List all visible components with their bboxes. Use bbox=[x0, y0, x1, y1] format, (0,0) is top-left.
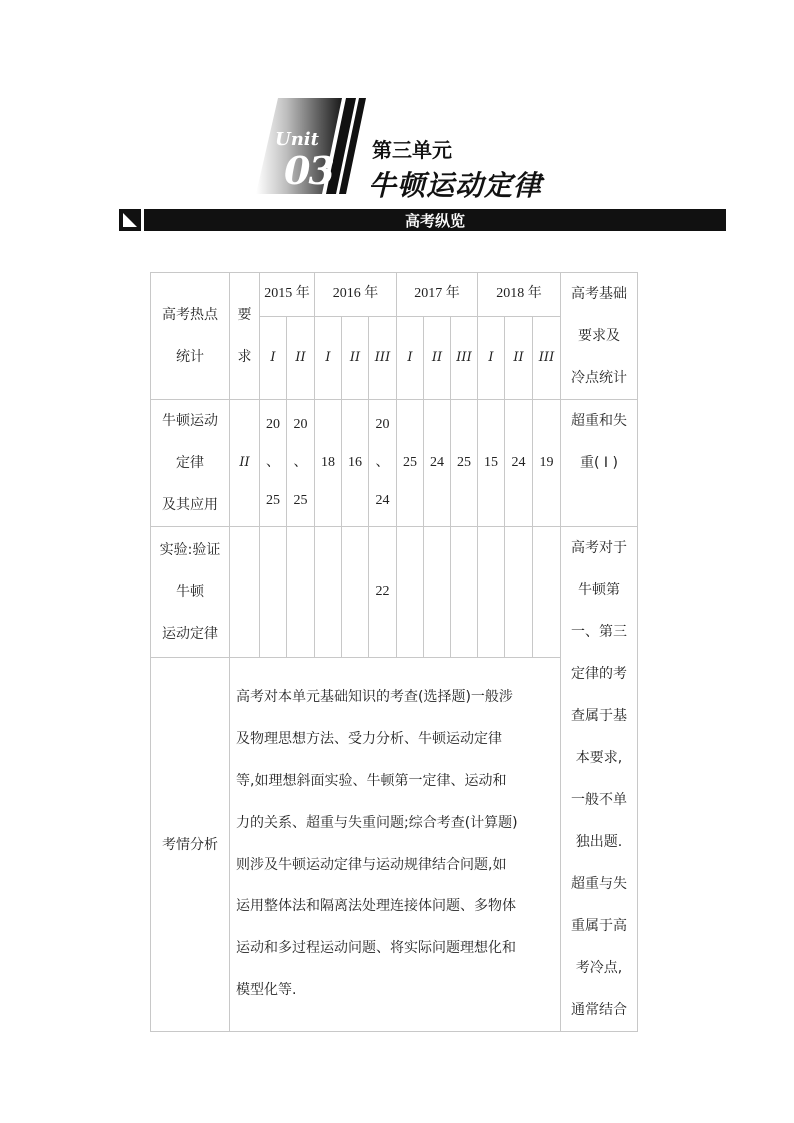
analysis-line: 及物理思想方法、受力分析、牛顿运动定律 bbox=[236, 731, 502, 748]
analysis-line: 则涉及牛顿运动定律与运动规律结合问题,如 bbox=[236, 856, 507, 873]
year-2017: 2017 年 bbox=[397, 273, 478, 317]
row2-cell-2016-3: 22 bbox=[369, 527, 397, 658]
analysis-line: 运动和多过程运动问题、将实际问题理想化和 bbox=[236, 940, 516, 957]
paper-2017-1: I bbox=[397, 316, 424, 399]
row2-cell-2018-2 bbox=[505, 527, 533, 658]
right-note-line: 本要求, bbox=[575, 750, 623, 766]
analysis-line: 运用整体法和隔离法处理连接体问题、多物体 bbox=[236, 898, 516, 915]
header-requirement-line1: 要 bbox=[237, 307, 252, 323]
cell-value: 20 bbox=[293, 417, 308, 432]
year-2016: 2016 年 bbox=[315, 273, 397, 317]
header-hotspot bbox=[151, 273, 230, 400]
header-right-line3: 冷点统计 bbox=[571, 370, 627, 386]
analysis-line: 高考对本单元基础知识的考查(选择题)一般涉 bbox=[236, 689, 513, 706]
header-requirement bbox=[230, 273, 260, 400]
right-note-line: 超重与失 bbox=[571, 876, 627, 892]
row1-topic-line2: 定律 bbox=[176, 455, 204, 471]
row1-topic bbox=[151, 400, 230, 527]
right-note-line: 考冷点, bbox=[575, 960, 623, 976]
paper-2015-2: II bbox=[287, 316, 315, 399]
row1-cell-2015-2 bbox=[287, 400, 315, 527]
row2-cell-2018-3 bbox=[533, 527, 561, 658]
row2-topic bbox=[151, 527, 230, 658]
row2-cell-2017-3 bbox=[451, 527, 478, 658]
right-note-top-line2: 重( I ) bbox=[580, 455, 618, 471]
paper-2018-2: II bbox=[505, 316, 533, 399]
right-note-top bbox=[561, 400, 638, 527]
right-note-line: 一、第三 bbox=[571, 624, 627, 640]
right-note-bottom bbox=[561, 527, 638, 1032]
row1-topic-line1: 牛顿运动 bbox=[162, 413, 218, 429]
analysis-line: 等,如理想斜面实验、牛顿第一定律、运动和 bbox=[236, 772, 507, 789]
unit-badge bbox=[256, 98, 366, 194]
cell-separator: 、 bbox=[293, 455, 308, 470]
row1-cell-2016-2: 16 bbox=[342, 400, 369, 527]
header-right bbox=[561, 273, 638, 400]
right-note-line: 重属于高 bbox=[571, 918, 627, 934]
cell-value: 20 bbox=[375, 417, 390, 432]
header-requirement-line2: 求 bbox=[237, 349, 252, 365]
right-note-line: 牛顿第 bbox=[578, 582, 620, 598]
paper-2015-1: I bbox=[260, 316, 287, 399]
cell-value: 24 bbox=[375, 493, 390, 508]
row2-cell-2017-1 bbox=[397, 527, 424, 658]
right-note-line: 独出题. bbox=[575, 834, 623, 850]
paper-2016-1: I bbox=[315, 316, 342, 399]
cell-separator: 、 bbox=[266, 455, 280, 470]
right-note-line: 通常结合 bbox=[571, 1002, 627, 1018]
year-2018: 2018 年 bbox=[478, 273, 561, 317]
exam-stats-table bbox=[150, 272, 638, 1032]
paper-2016-3: III bbox=[369, 316, 397, 399]
row1-cell-2018-2: 24 bbox=[505, 400, 533, 527]
unit-subtitle: 牛顿运动定律 bbox=[368, 169, 543, 202]
header-hotspot-line2: 统计 bbox=[176, 349, 204, 365]
header-right-line2: 要求及 bbox=[578, 328, 620, 344]
analysis-text bbox=[230, 658, 561, 1032]
row1-cell-2017-3: 25 bbox=[451, 400, 478, 527]
section-label: 高考纵览 bbox=[404, 212, 465, 230]
row2-topic-line3: 运动定律 bbox=[162, 626, 218, 643]
row1-topic-line3: 及其应用 bbox=[162, 497, 218, 513]
row1-cell-2017-1: 25 bbox=[397, 400, 424, 527]
row2-cell-2016-1 bbox=[315, 527, 342, 658]
unit-word: Unit bbox=[275, 129, 319, 150]
corner-marker-icon bbox=[119, 209, 141, 231]
row1-cell-2018-1: 15 bbox=[478, 400, 505, 527]
row1-requirement: II bbox=[230, 400, 260, 527]
cell-value: 25 bbox=[266, 493, 280, 508]
cell-separator: 、 bbox=[375, 455, 390, 470]
row2-requirement bbox=[230, 527, 260, 658]
row1-cell-2018-3: 19 bbox=[533, 400, 561, 527]
paper-2016-2: II bbox=[342, 316, 369, 399]
right-note-line: 一般不单 bbox=[571, 792, 627, 808]
header-right-line1: 高考基础 bbox=[571, 286, 627, 302]
row2-cell-2018-1 bbox=[478, 527, 505, 658]
year-2015: 2015 年 bbox=[260, 273, 315, 317]
paper-2017-3: III bbox=[451, 316, 478, 399]
row2-cell-2015-2 bbox=[287, 527, 315, 658]
right-note-line: 高考对于 bbox=[571, 540, 627, 556]
row2-cell-2015-1 bbox=[260, 527, 287, 658]
cell-value: 25 bbox=[293, 493, 308, 508]
row2-topic-line1: 实验:验证 bbox=[159, 542, 221, 559]
paper-2018-3: III bbox=[533, 316, 561, 399]
unit-title: 第三单元 bbox=[372, 138, 452, 162]
row2-cell-2016-2 bbox=[342, 527, 369, 658]
row1-cell-2017-2: 24 bbox=[424, 400, 451, 527]
row2-topic-line2: 牛顿 bbox=[176, 584, 204, 601]
right-note-line: 定律的考 bbox=[571, 666, 627, 682]
analysis-line: 力的关系、超重与失重问题;综合考查(计算题) bbox=[236, 814, 518, 831]
analysis-label: 考情分析 bbox=[151, 658, 230, 1032]
row1-cell-2015-1 bbox=[260, 400, 287, 527]
paper-2018-1: I bbox=[478, 316, 505, 399]
right-note-line: 查属于基 bbox=[571, 708, 627, 724]
cell-value: 20 bbox=[266, 417, 280, 432]
row1-cell-2016-3 bbox=[369, 400, 397, 527]
paper-2017-2: II bbox=[424, 316, 451, 399]
header-hotspot-line1: 高考热点 bbox=[162, 307, 218, 323]
analysis-line: 模型化等. bbox=[236, 981, 297, 998]
row2-cell-2017-2 bbox=[424, 527, 451, 658]
right-note-top-line1: 超重和失 bbox=[571, 413, 627, 429]
unit-number: 03 bbox=[284, 148, 333, 193]
row1-cell-2016-1: 18 bbox=[315, 400, 342, 527]
section-header-bar bbox=[119, 209, 726, 231]
